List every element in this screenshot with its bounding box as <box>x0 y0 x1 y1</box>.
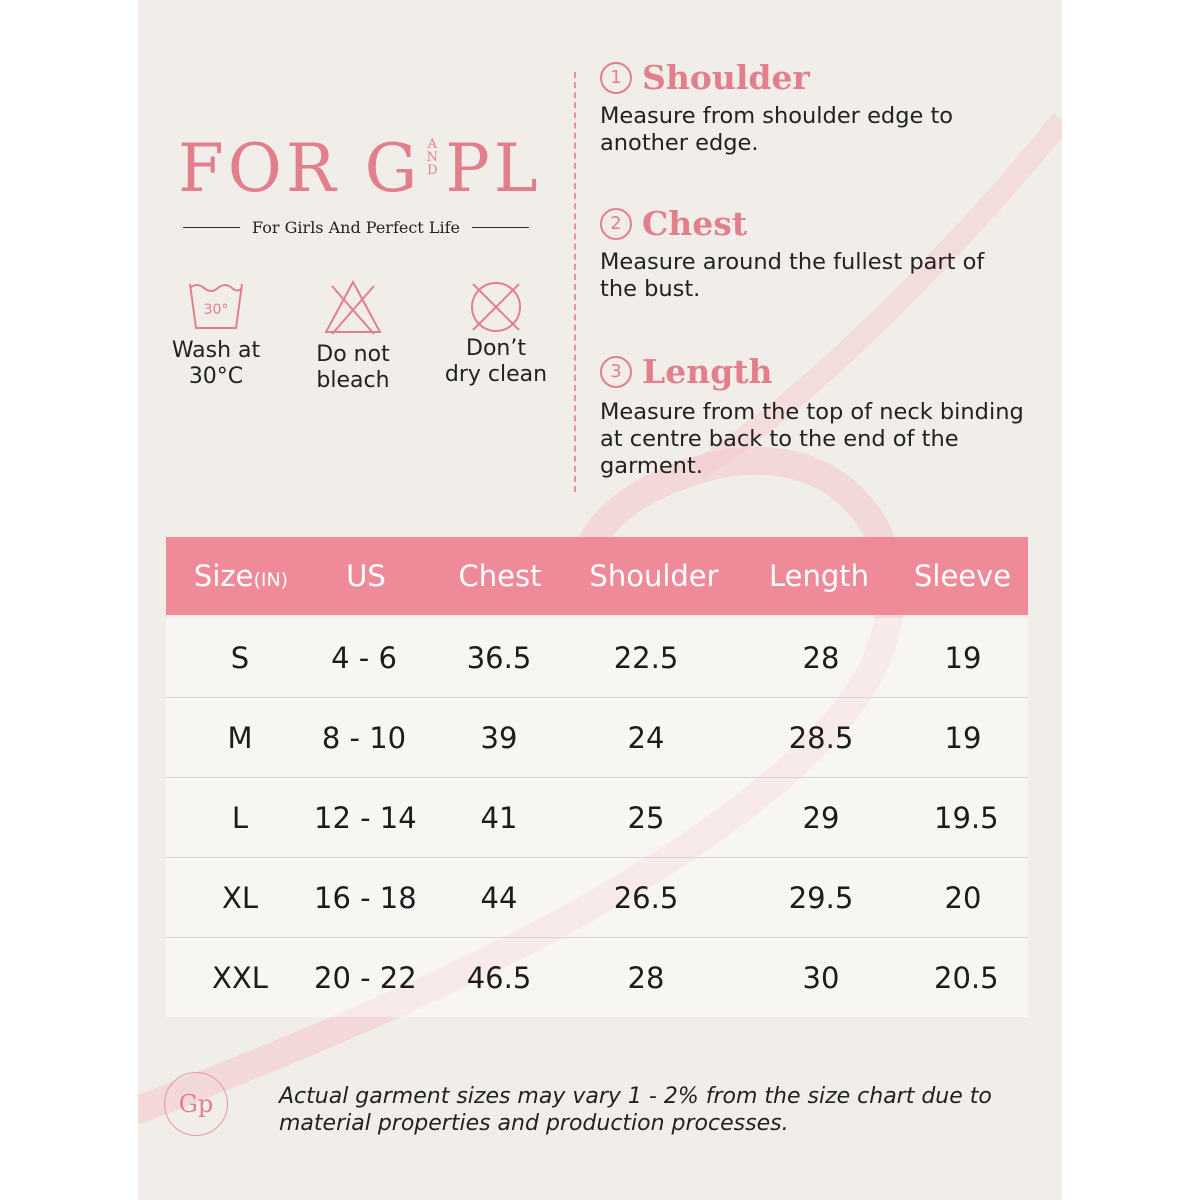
care-wash-line1: Wash at <box>171 338 261 363</box>
cell-chest: 36.5 <box>466 640 532 675</box>
wash-30-icon <box>186 278 246 332</box>
cell-us: 4 - 6 <box>331 640 397 675</box>
guide-shoulder-title: 1 Shoulder <box>600 58 980 97</box>
dashed-divider <box>574 72 576 492</box>
cell-shoulder: 24 <box>627 720 665 755</box>
care-dry-clean <box>434 278 558 388</box>
step-number-2-icon: 2 <box>600 208 632 240</box>
size-chart-page <box>138 0 1062 1200</box>
table-row <box>166 778 1028 858</box>
cell-length: 30 <box>802 960 840 995</box>
col-header-us: US <box>346 559 386 593</box>
no-bleach-icon <box>322 278 384 336</box>
cell-length: 28 <box>802 640 840 675</box>
cell-shoulder: 28 <box>627 960 665 995</box>
guide-length-text: Measure from the top of neck binding at centre back to the end of the garment. <box>600 399 1024 479</box>
cell-chest: 46.5 <box>466 960 532 995</box>
cell-us: 16 - 18 <box>314 880 417 915</box>
step-number-3-icon: 3 <box>600 356 632 388</box>
brand-tagline-row <box>183 218 529 237</box>
no-dry-clean-icon <box>467 278 525 336</box>
guide-chest <box>600 204 1020 303</box>
brand-name-right: PL <box>445 130 542 207</box>
cell-length: 28.5 <box>788 720 854 755</box>
brand-logo <box>178 130 542 207</box>
cell-shoulder: 22.5 <box>613 640 679 675</box>
cell-shoulder: 25 <box>627 800 665 835</box>
size-table-body <box>166 618 1028 1017</box>
cell-chest: 41 <box>480 800 518 835</box>
size-variance-note: Actual garment sizes may vary 1 - 2% from the size chart due to material properties and production processes. <box>279 1084 992 1136</box>
monogram-icon <box>174 1082 218 1126</box>
table-row <box>166 618 1028 698</box>
brand-seal-logo <box>164 1072 228 1136</box>
cell-sleeve: 20 <box>944 880 982 915</box>
cell-us: 12 - 14 <box>314 800 417 835</box>
cell-shoulder: 26.5 <box>613 880 679 915</box>
brand-tagline: For Girls And Perfect Life <box>252 218 460 237</box>
cell-size: M <box>227 720 253 755</box>
step-number-1-icon: 1 <box>600 62 632 94</box>
col-header-sleeve: Sleeve <box>914 559 1012 593</box>
cell-sleeve: 20.5 <box>934 960 999 995</box>
care-wash-line2: 30°C <box>188 364 244 389</box>
guide-shoulder <box>600 58 980 157</box>
cell-size: S <box>230 640 250 675</box>
brand-name-and: A N D <box>426 137 438 178</box>
cell-sleeve: 19.5 <box>934 800 999 835</box>
cell-us: 8 - 10 <box>321 720 407 755</box>
size-table-header <box>166 537 1028 615</box>
care-dry-clean-line2: dry clean <box>444 362 548 387</box>
cell-chest: 44 <box>480 880 518 915</box>
care-bleach-line1: Do not <box>316 342 390 367</box>
col-header-shoulder: Shoulder <box>589 559 719 593</box>
cell-chest: 39 <box>480 720 518 755</box>
cell-length: 29 <box>802 800 840 835</box>
cell-us: 20 - 22 <box>314 960 417 995</box>
cell-size: L <box>231 800 249 835</box>
table-row <box>166 858 1028 938</box>
table-row <box>166 698 1028 778</box>
guide-shoulder-text: Measure from shoulder edge to another edge. <box>600 103 954 156</box>
guide-length-title: 3 Length <box>600 352 1044 391</box>
table-row <box>166 938 1028 1017</box>
brand-name-left: FOR G <box>178 130 422 207</box>
guide-chest-text: Measure around the fullest part of the bust. <box>600 249 985 302</box>
cell-sleeve: 19 <box>944 720 982 755</box>
cell-sleeve: 19 <box>944 640 982 675</box>
svg-text:Gp: Gp <box>178 1090 214 1118</box>
care-bleach <box>298 278 408 394</box>
care-dry-clean-line1: Don’t <box>466 336 526 361</box>
col-header-size: Size(IN) <box>193 559 289 593</box>
cell-size: XL <box>221 880 259 915</box>
cell-length: 29.5 <box>788 880 854 915</box>
cell-size: XXL <box>212 960 268 995</box>
tagline-rule-left <box>183 227 240 228</box>
guide-length <box>600 352 1044 480</box>
care-wash <box>160 278 272 390</box>
svg-text:30°: 30° <box>203 302 229 318</box>
tagline-rule-right <box>472 227 529 228</box>
col-header-chest: Chest <box>458 559 542 593</box>
guide-chest-title: 2 Chest <box>600 204 1020 243</box>
care-bleach-line2: bleach <box>316 368 390 393</box>
col-header-length: Length <box>768 559 870 593</box>
